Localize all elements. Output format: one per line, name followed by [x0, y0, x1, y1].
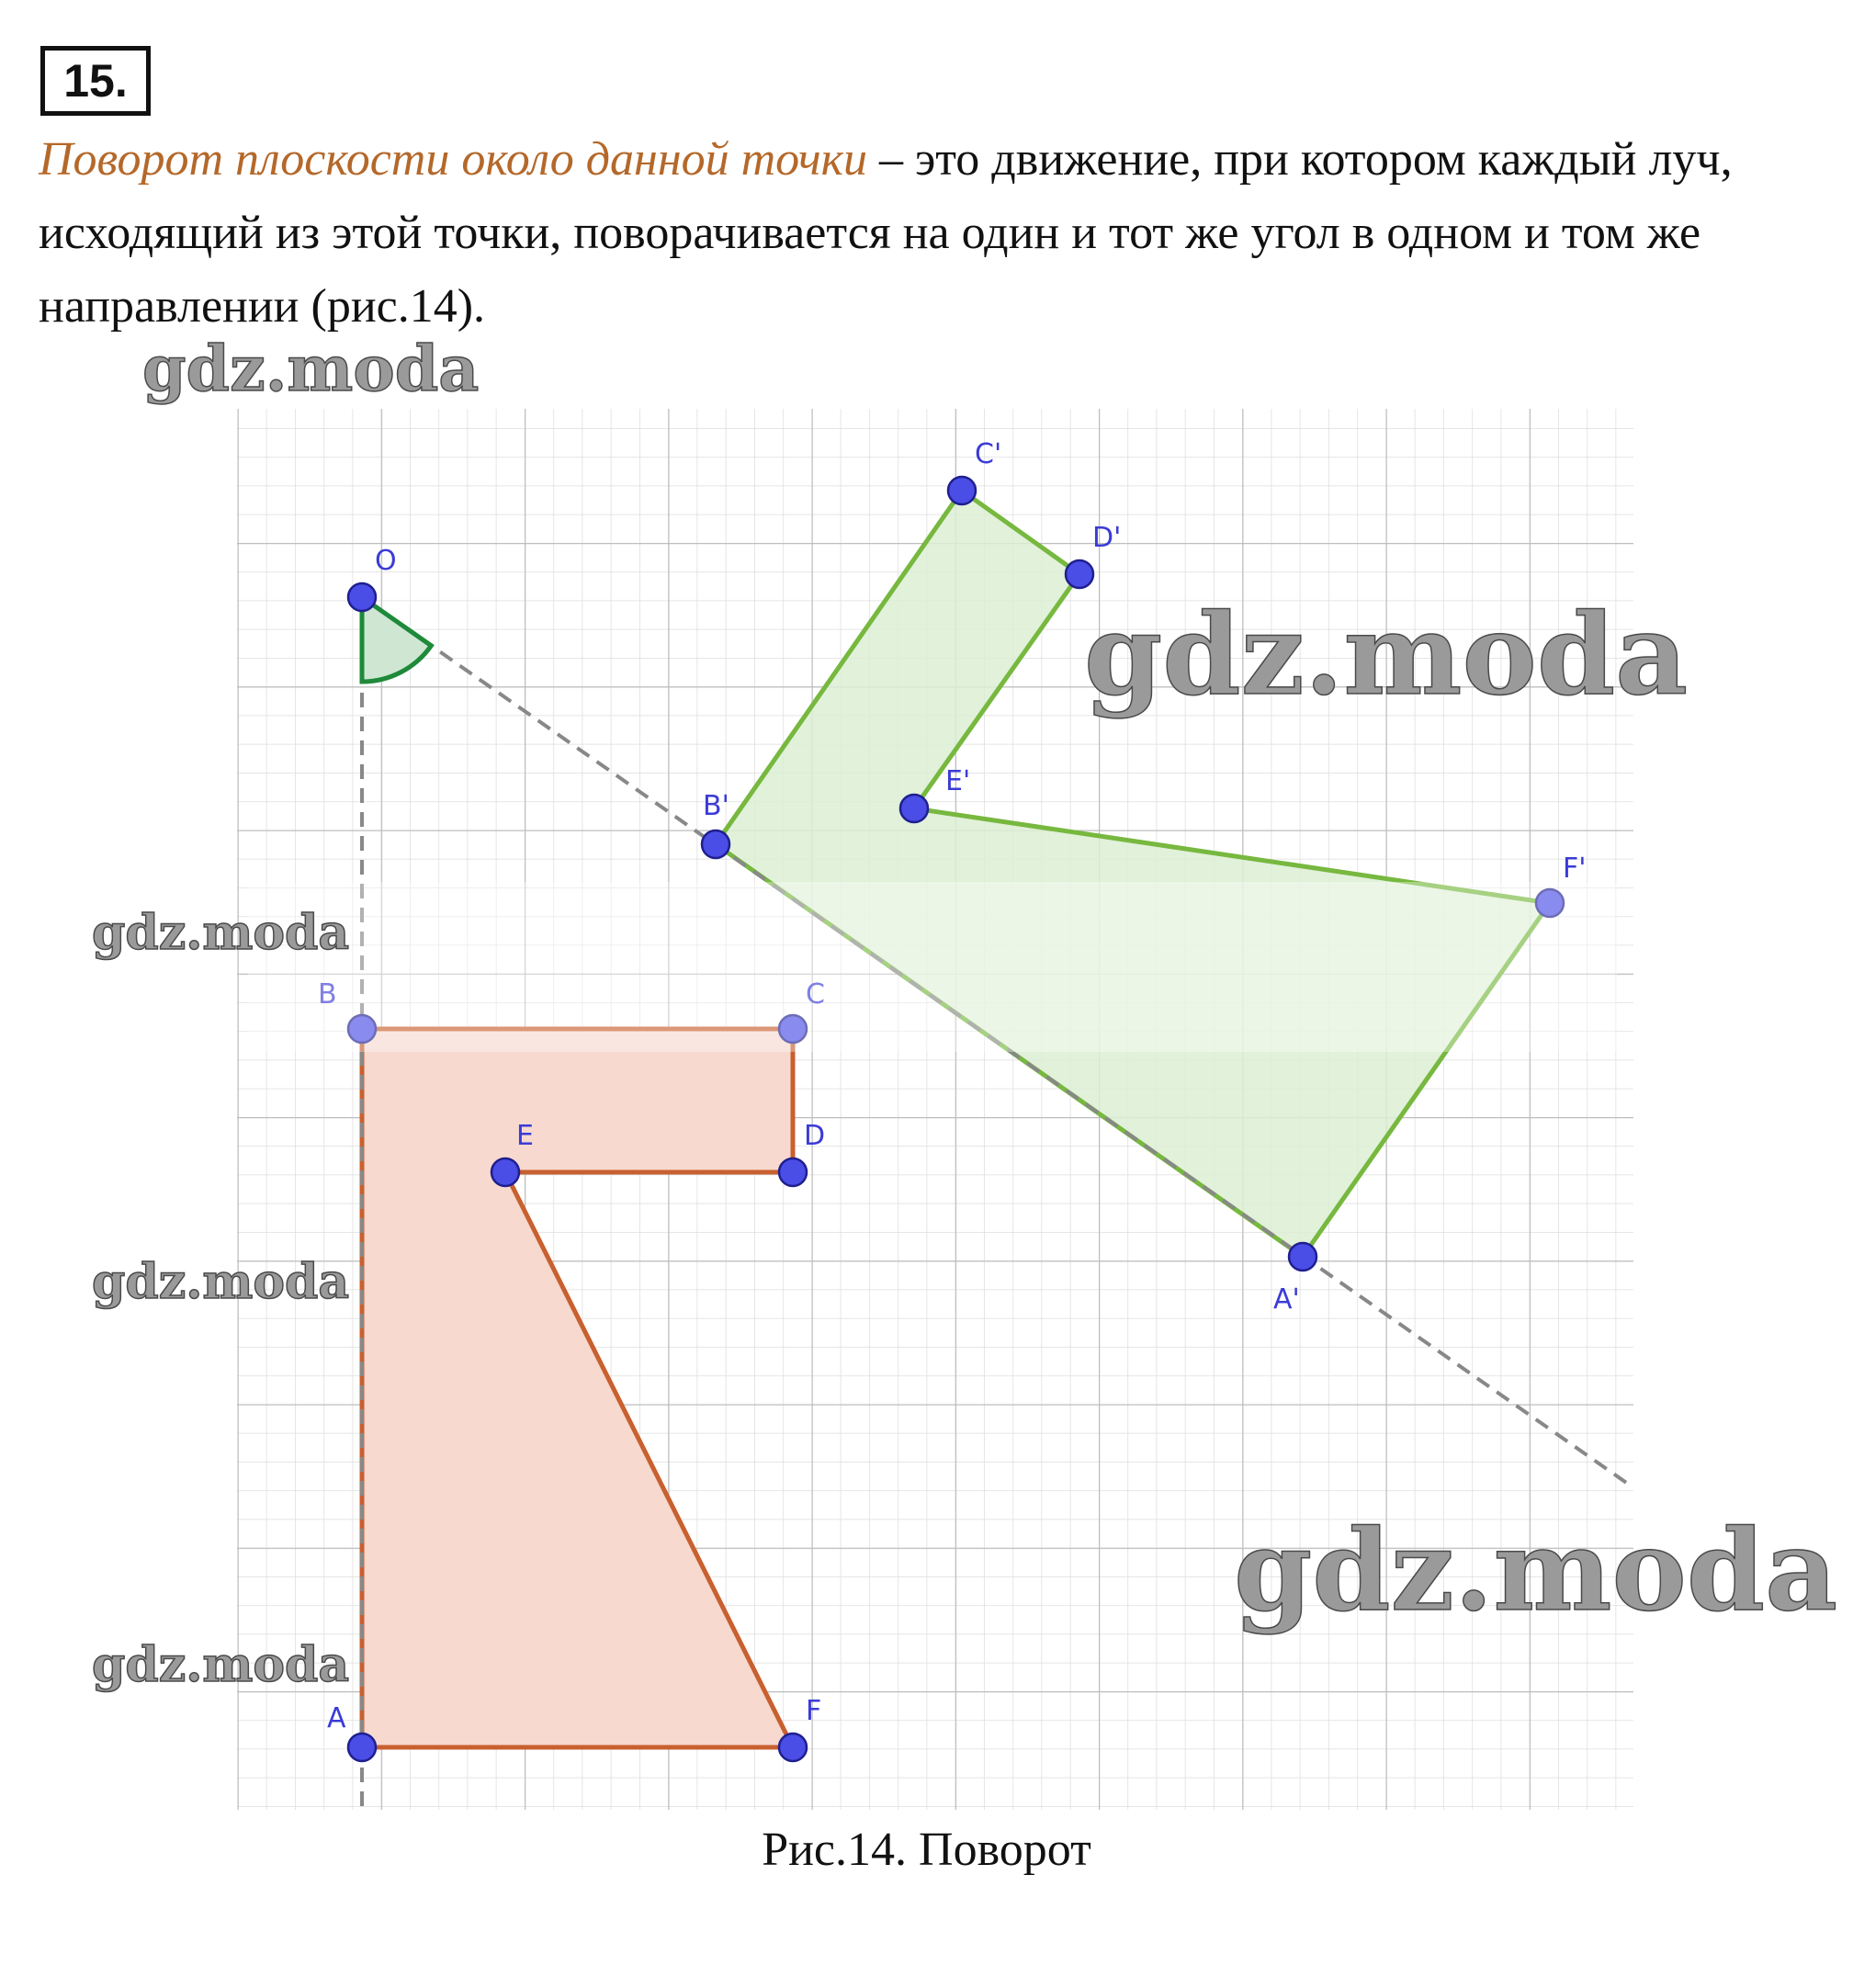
point-label-o: O [375, 545, 397, 577]
point-f [779, 1734, 807, 1761]
watermark: gdz.moda [142, 333, 480, 406]
point-label-f1: F' [1563, 853, 1587, 885]
point-e [491, 1158, 519, 1186]
watermark: gdz.moda [92, 1637, 350, 1693]
definition-term: Поворот плоскости около данной точки [39, 133, 867, 186]
definition-body: – это движение, при котором каждый луч, исходящий из этой точки, поворачивается на один и тот же угол в одном и том же направлении (рис.14). [39, 133, 1733, 333]
watermark: gdz.moda [1234, 1504, 1838, 1636]
point-label-a1: A' [1273, 1283, 1300, 1316]
watermark: gdz.moda [1084, 588, 1689, 720]
point-label-c1: C' [975, 438, 1002, 470]
point-o [348, 583, 376, 611]
point-label-d1: D' [1092, 522, 1122, 554]
point-b1 [702, 830, 729, 858]
watermark-band [248, 882, 1617, 1052]
point-label-b1: B' [703, 790, 729, 822]
point-d [779, 1158, 807, 1186]
point-a1 [1289, 1243, 1316, 1271]
point-label-e: E [516, 1120, 534, 1152]
point-label-c: C [806, 978, 825, 1011]
point-label-e1: E' [945, 765, 971, 797]
point-label-b: B [318, 978, 337, 1011]
watermark: gdz.moda [92, 905, 350, 961]
figure-caption: Рис.14. Поворот [762, 1824, 1091, 1876]
point-label-a: A [327, 1702, 346, 1734]
watermark: gdz.moda [92, 1254, 350, 1310]
task-number: 15. [40, 46, 151, 116]
point-a [348, 1734, 376, 1761]
point-c1 [948, 477, 976, 504]
point-label-f: F [806, 1695, 822, 1727]
point-e1 [900, 795, 928, 822]
point-d1 [1066, 560, 1093, 588]
point-label-d: D [804, 1120, 826, 1152]
